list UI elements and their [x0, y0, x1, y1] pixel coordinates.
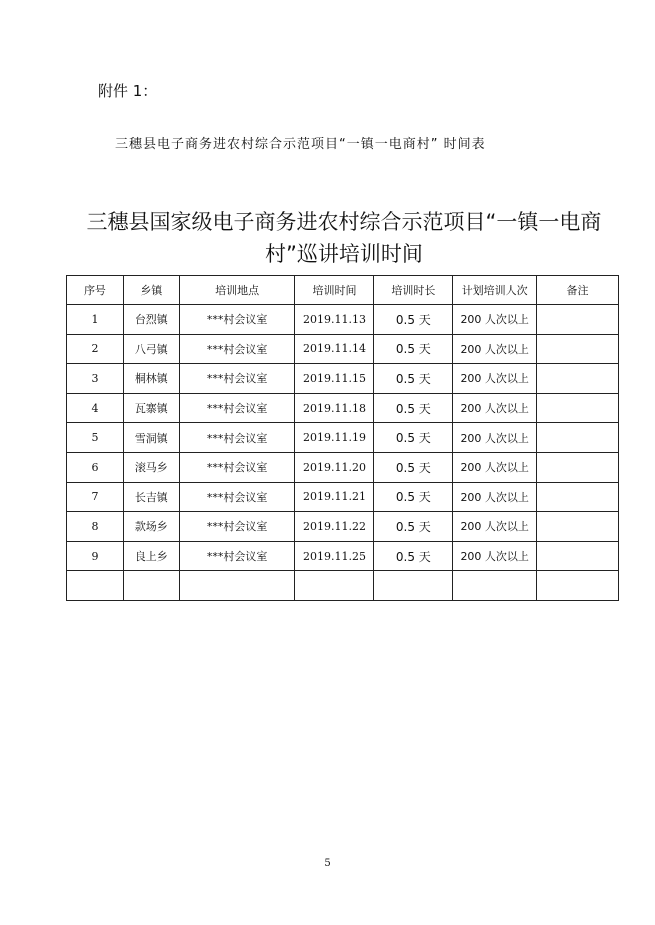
training-venue-cell: ***村会议室: [179, 541, 295, 571]
planned-attendance-cell: 200 人次以上: [453, 541, 537, 571]
header-cell: 培训时长: [374, 276, 453, 305]
table-body: [67, 305, 619, 601]
title-line-1: 三穗县国家级电子商务进农村综合示范项目“一镇一电商: [86, 210, 602, 234]
remarks-cell: [537, 512, 619, 542]
training-venue-cell: ***村会议室: [179, 305, 295, 335]
training-venue-cell: ***村会议室: [179, 512, 295, 542]
training-duration-cell: 0.5 天: [374, 541, 453, 571]
training-date-cell: 2019.11.18: [295, 393, 374, 423]
town-name-cell: 款场乡: [123, 512, 179, 542]
document-subtitle: 三穗县电子商务进农村综合示范项目“一镇一电商村” 时间表: [115, 137, 486, 152]
training-date-cell: 2019.11.13: [295, 305, 374, 335]
training-date-cell: [295, 571, 374, 601]
training-schedule-table: [66, 275, 619, 601]
remarks-cell: [537, 305, 619, 335]
town-name-cell: 瓦寨镇: [123, 393, 179, 423]
training-venue-cell: ***村会议室: [179, 452, 295, 482]
town-name-cell: 台烈镇: [123, 305, 179, 335]
training-duration-cell: 0.5 天: [374, 334, 453, 364]
training-duration-cell: 0.5 天: [374, 482, 453, 512]
page-number: 5: [324, 858, 331, 869]
planned-attendance-cell: 200 人次以上: [453, 393, 537, 423]
planned-attendance-cell: 200 人次以上: [453, 423, 537, 453]
remarks-cell: [537, 393, 619, 423]
table-row: [67, 334, 619, 364]
table-row: [67, 393, 619, 423]
table-header-row: [67, 276, 619, 305]
training-date-cell: 2019.11.19: [295, 423, 374, 453]
remarks-cell: [537, 571, 619, 601]
training-venue-cell: ***村会议室: [179, 423, 295, 453]
header-cell: 备注: [537, 276, 619, 305]
header-cell: 培训地点: [179, 276, 295, 305]
page-title: [66, 206, 622, 270]
table-row: [67, 512, 619, 542]
title-line-2: 村”巡讲培训时间: [265, 242, 423, 266]
training-duration-cell: [374, 571, 453, 601]
row-number-cell: 2: [67, 334, 124, 364]
planned-attendance-cell: 200 人次以上: [453, 364, 537, 394]
training-venue-cell: ***村会议室: [179, 393, 295, 423]
training-venue-cell: ***村会议室: [179, 334, 295, 364]
remarks-cell: [537, 541, 619, 571]
table-row: [67, 571, 619, 601]
planned-attendance-cell: [453, 571, 537, 601]
remarks-cell: [537, 334, 619, 364]
training-venue-cell: ***村会议室: [179, 482, 295, 512]
row-number-cell: 8: [67, 512, 124, 542]
remarks-cell: [537, 364, 619, 394]
training-duration-cell: 0.5 天: [374, 423, 453, 453]
row-number-cell: 3: [67, 364, 124, 394]
row-number-cell: 9: [67, 541, 124, 571]
training-date-cell: 2019.11.21: [295, 482, 374, 512]
training-duration-cell: 0.5 天: [374, 364, 453, 394]
town-name-cell: [123, 571, 179, 601]
town-name-cell: 良上乡: [123, 541, 179, 571]
remarks-cell: [537, 423, 619, 453]
planned-attendance-cell: 200 人次以上: [453, 452, 537, 482]
town-name-cell: 八弓镇: [123, 334, 179, 364]
training-date-cell: 2019.11.22: [295, 512, 374, 542]
header-cell: 培训时间: [295, 276, 374, 305]
row-number-cell: [67, 571, 124, 601]
planned-attendance-cell: 200 人次以上: [453, 482, 537, 512]
header-cell: 计划培训人次: [453, 276, 537, 305]
planned-attendance-cell: 200 人次以上: [453, 305, 537, 335]
row-number-cell: 1: [67, 305, 124, 335]
training-date-cell: 2019.11.20: [295, 452, 374, 482]
table-row: [67, 482, 619, 512]
remarks-cell: [537, 452, 619, 482]
training-duration-cell: 0.5 天: [374, 512, 453, 542]
table-row: [67, 423, 619, 453]
planned-attendance-cell: 200 人次以上: [453, 512, 537, 542]
planned-attendance-cell: 200 人次以上: [453, 334, 537, 364]
table-row: [67, 364, 619, 394]
training-duration-cell: 0.5 天: [374, 305, 453, 335]
training-date-cell: 2019.11.25: [295, 541, 374, 571]
remarks-cell: [537, 482, 619, 512]
table-row: [67, 452, 619, 482]
row-number-cell: 7: [67, 482, 124, 512]
row-number-cell: 4: [67, 393, 124, 423]
table-row: [67, 305, 619, 335]
training-duration-cell: 0.5 天: [374, 393, 453, 423]
row-number-cell: 5: [67, 423, 124, 453]
training-date-cell: 2019.11.15: [295, 364, 374, 394]
town-name-cell: 长吉镇: [123, 482, 179, 512]
town-name-cell: 雪洞镇: [123, 423, 179, 453]
header-cell: 乡镇: [123, 276, 179, 305]
training-venue-cell: ***村会议室: [179, 364, 295, 394]
attachment-label: 附件 1：: [98, 82, 158, 100]
header-cell: 序号: [67, 276, 124, 305]
training-duration-cell: 0.5 天: [374, 452, 453, 482]
training-date-cell: 2019.11.14: [295, 334, 374, 364]
town-name-cell: 滚马乡: [123, 452, 179, 482]
table-row: [67, 541, 619, 571]
training-venue-cell: [179, 571, 295, 601]
row-number-cell: 6: [67, 452, 124, 482]
town-name-cell: 桐林镇: [123, 364, 179, 394]
